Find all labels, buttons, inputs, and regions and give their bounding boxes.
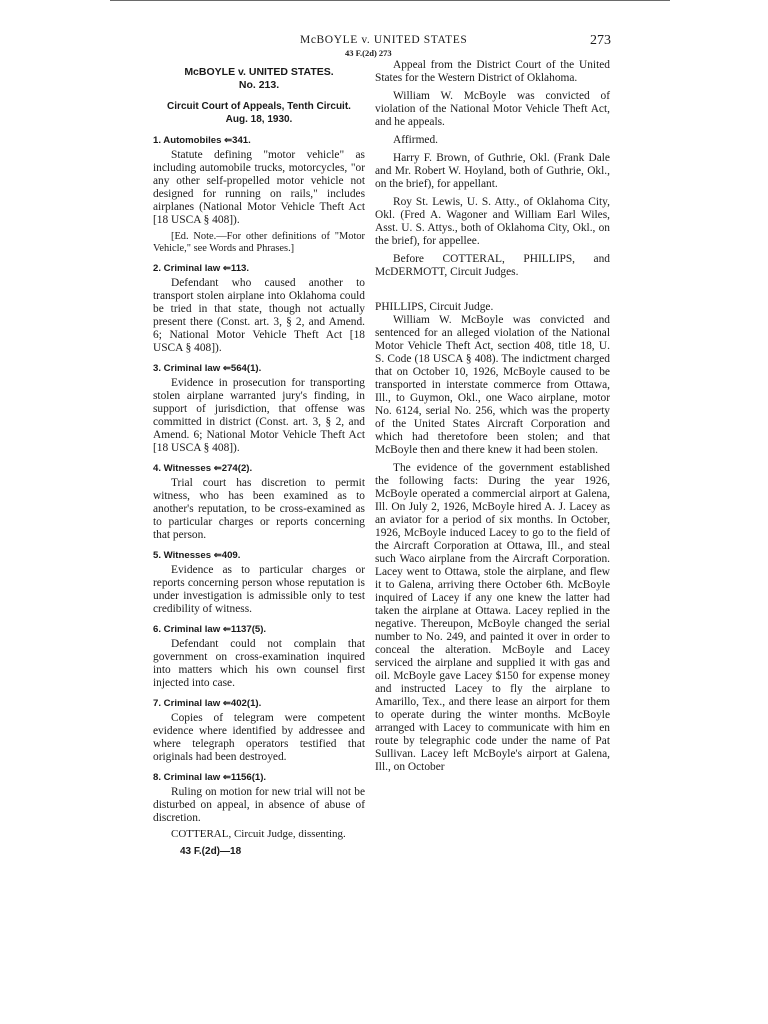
- dissent-note: COTTERAL, Circuit Judge, dissenting.: [171, 828, 346, 840]
- headnote-text: Evidence as to particular charges or reports concerning person whose reputation is under investigation is admissible only to test credibility of witness.: [153, 564, 365, 615]
- headnote-text: Defendant could not complain that government on cross-examination inquired into matters which his own counsel first injected into case.: [153, 638, 365, 689]
- running-head: McBOYLE v. UNITED STATES: [300, 34, 468, 46]
- case-number: No. 213.: [238, 79, 280, 91]
- editor-note: [Ed. Note.—For other definitions of "Motor Vehicle," see Words and Phrases.]: [153, 231, 365, 254]
- citation-reference: 43 F.(2d) 273: [345, 48, 392, 58]
- opinion-paragraph: The evidence of the government established the following facts: During the year 1926, McBoyle operated a commercial airport at Galena, Ill. On July 2, 1926, McBoyle hired A. J. Lacey as an aviator for a period of six months. In October, 1926, McBoyle induced Lacey to go to the field of the Aircraft Corporation at Ottawa, Ill., and steal such Waco airplane from the Aircraft Corporation. Lacey went to Ottawa, stole the airplane, and flew it to Galena, arriving there October 6th. McBoyle inquired of Lacey if any one knew the latter had taken the airplane at Ottawa. Lacey replied in the negative. Thereupon, McBoyle changed the serial number to No. 249, and painted it over in order to conceal the alteration. McBoyle and Lacey serviced the airplane and supplied it with gas and oil. McBoyle gave Lacey $150 for expense money and instructed Lacey to fly the airplane to Amarillo, Tex., and there lease an airport for them to operate during the winter months. McBoyle arranged with Lacey to communicate with him en route by telegraphic code under the name of Pat Sullivan. Lacey left McBoyle's airport at Galena, Ill., on October: [375, 462, 610, 773]
- headnote-heading: 4. Witnesses ⇐274(2).: [153, 463, 253, 474]
- headnote-text: Copies of telegram were competent evidence where identified by addressee and where telegraph operators testified that originals had been destroyed.: [153, 712, 365, 763]
- headnote-heading: 6. Criminal law ⇐1137(5).: [153, 624, 267, 635]
- headnote-heading: 1. Automobiles ⇐341.: [153, 135, 251, 146]
- headnote-text: Evidence in prosecution for transporting stolen airplane warranted jury's finding, in support of jurisdiction, that offense was committed in district (Const. art. 3, § 2, and Amend. 6; National Motor Vehicle Theft Act [18 USCA § 408]).: [153, 377, 365, 454]
- headnote-text: Defendant who caused another to transport stolen airplane into Oklahoma could be tried in that state, though not actually present there (Const. art. 3, § 2, and Amend. 6; National Motor Vehicle Theft Act [18 USCA § 408]).: [153, 277, 365, 354]
- headnote-heading: 5. Witnesses ⇐409.: [153, 550, 241, 561]
- headnote-heading: 8. Criminal law ⇐1156(1).: [153, 772, 267, 783]
- court-name: Circuit Court of Appeals, Tenth Circuit.: [167, 101, 351, 112]
- opinion-paragraph: William W. McBoyle was convicted and sentenced for an alleged violation of the National Motor Vehicle Theft Act, section 408, title 18, U. S. Code (18 USCA § 408). The indictment charged that on October 10, 1926, McBoyle caused to be transported in interstate commerce from Ottawa, Ill., to Guymon, Okl., one Waco airplane, motor No. 6124, serial No. 256, which was the property of the United States Aircraft Corporation and which had theretofore been stolen; and that McBoyle then and there knew it had been stolen.: [375, 314, 610, 456]
- headnote-heading: 2. Criminal law ⇐113.: [153, 263, 250, 274]
- counsel-appellant: Harry F. Brown, of Guthrie, Okl. (Frank Dale and Mr. Robert W. Hoyland, both of Guthrie, Okl., on the brief), for appellant.: [375, 152, 610, 190]
- headnote-text: Statute defining "motor vehicle" as including automobile trucks, motorcycles, "or any other self-propelled motor vehicle not designed for running on rails," includes airplanes (National Motor Vehicle Theft Act [18 USCA § 408]).: [153, 149, 365, 226]
- appeal-statement: Appeal from the District Court of the United States for the Western District of Oklahoma.: [375, 59, 610, 84]
- opinion-author: PHILLIPS, Circuit Judge.: [375, 301, 494, 313]
- headnote-heading: 3. Criminal law ⇐564(1).: [153, 363, 262, 374]
- headnote-text: Ruling on motion for new trial will not be disturbed on appeal, in absence of abuse of discretion.: [153, 786, 365, 824]
- decision-date: Aug. 18, 1930.: [225, 114, 293, 125]
- counsel-appellee: Roy St. Lewis, U. S. Atty., of Oklahoma City, Okl. (Fred A. Wagoner and William Earl Wiles, Asst. U. S. Attys., both of Oklahoma City, Okl., on the brief), for appellee.: [375, 196, 610, 247]
- case-title: McBOYLE v. UNITED STATES.: [184, 66, 334, 78]
- headnote-heading: 7. Criminal law ⇐402(1).: [153, 698, 262, 709]
- page-number: 273: [590, 33, 611, 48]
- top-rule: [110, 0, 670, 1]
- right-column: [375, 59, 610, 774]
- disposition: Affirmed.: [393, 134, 439, 146]
- conviction-statement: William W. McBoyle was convicted of violation of the National Motor Vehicle Theft Act, and he appeals.: [375, 90, 610, 128]
- footer-citation: 43 F.(2d)—18: [180, 846, 242, 857]
- panel-judges: Before COTTERAL, PHILLIPS, and McDERMOTT, Circuit Judges.: [375, 253, 610, 278]
- headnote-text: Trial court has discretion to permit witness, who has been examined as to another's reputation, to be cross-examined as to particular charges or reports concerning that person.: [153, 477, 365, 541]
- left-column: [153, 60, 365, 858]
